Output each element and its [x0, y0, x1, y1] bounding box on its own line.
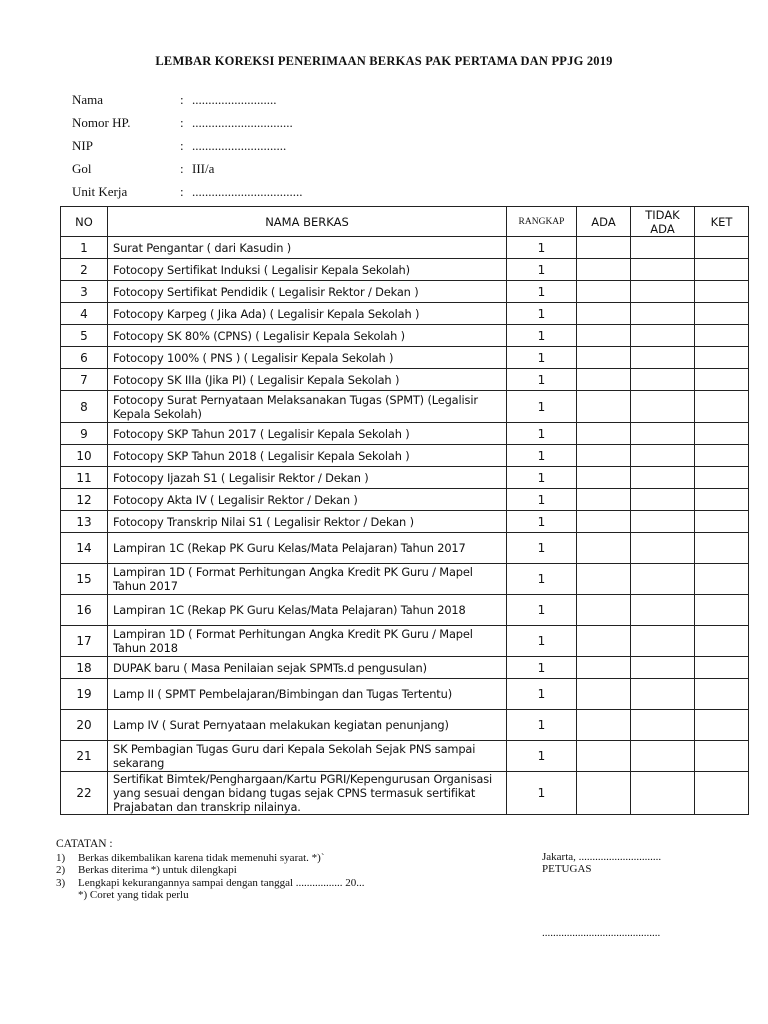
row-ada-cell[interactable]: [577, 595, 631, 626]
row-number: 17: [61, 626, 108, 657]
row-ket-cell[interactable]: [695, 710, 749, 741]
row-tidak-ada-cell[interactable]: [631, 259, 695, 281]
row-tidak-ada-cell[interactable]: [631, 347, 695, 369]
row-tidak-ada-cell[interactable]: [631, 657, 695, 679]
row-ada-cell[interactable]: [577, 533, 631, 564]
row-ket-cell[interactable]: [695, 391, 749, 423]
row-document-name: Fotocopy Transkrip Nilai S1 ( Legalisir Rektor / Dekan ): [108, 511, 507, 533]
row-ket-cell[interactable]: [695, 679, 749, 710]
row-ket-cell[interactable]: [695, 423, 749, 445]
table-row: [61, 281, 749, 303]
table-row: [61, 710, 749, 741]
row-rangkap: 1: [507, 259, 577, 281]
row-ada-cell[interactable]: [577, 741, 631, 772]
row-tidak-ada-cell[interactable]: [631, 303, 695, 325]
row-tidak-ada-cell[interactable]: [631, 741, 695, 772]
row-number: 16: [61, 595, 108, 626]
row-number: 5: [61, 325, 108, 347]
row-number: 22: [61, 772, 108, 815]
row-document-name: DUPAK baru ( Masa Penilaian sejak SPMTs.d pengusulan): [108, 657, 507, 679]
row-document-name: Fotocopy 100% ( PNS ) ( Legalisir Kepala Sekolah ): [108, 347, 507, 369]
row-document-name: Fotocopy SK 80% (CPNS) ( Legalisir Kepala Sekolah ): [108, 325, 507, 347]
row-document-name: Lampiran 1D ( Format Perhitungan Angka Kredit PK Guru / Mapel Tahun 2017: [108, 564, 507, 595]
note-item: [56, 864, 237, 876]
row-number: 2: [61, 259, 108, 281]
table-row: [61, 303, 749, 325]
row-ket-cell[interactable]: [695, 772, 749, 815]
row-tidak-ada-cell[interactable]: [631, 595, 695, 626]
signature-line: ...........................................: [542, 927, 661, 939]
row-document-name: Lamp II ( SPMT Pembelajaran/Bimbingan dan Tugas Tertentu): [108, 679, 507, 710]
table-row: [61, 467, 749, 489]
row-rangkap: 1: [507, 772, 577, 815]
row-document-name: SK Pembagian Tugas Guru dari Kepala Sekolah Sejak PNS sampai sekarang: [108, 741, 507, 772]
footnote: *) Coret yang tidak perlu: [78, 889, 189, 901]
table-row: [61, 369, 749, 391]
row-number: 8: [61, 391, 108, 423]
row-ket-cell[interactable]: [695, 741, 749, 772]
row-tidak-ada-cell[interactable]: [631, 325, 695, 347]
row-number: 9: [61, 423, 108, 445]
row-rangkap: 1: [507, 423, 577, 445]
row-rangkap: 1: [507, 325, 577, 347]
row-tidak-ada-cell[interactable]: [631, 772, 695, 815]
row-ket-cell[interactable]: [695, 237, 749, 259]
row-tidak-ada-cell[interactable]: [631, 626, 695, 657]
note-number: 2): [56, 864, 66, 876]
table-row: [61, 533, 749, 564]
row-ket-cell[interactable]: [695, 303, 749, 325]
row-number: 19: [61, 679, 108, 710]
row-ada-cell[interactable]: [577, 281, 631, 303]
row-ket-cell[interactable]: [695, 626, 749, 657]
notes-heading: CATATAN :: [56, 838, 113, 850]
row-ada-cell[interactable]: [577, 511, 631, 533]
note-text: Berkas dikembalikan karena tidak memenuhi syarat. *)`: [78, 852, 325, 864]
field-colon: :: [180, 184, 184, 199]
table-row: [61, 595, 749, 626]
row-rangkap: 1: [507, 626, 577, 657]
table-row: [61, 772, 749, 815]
row-document-name: Lampiran 1D ( Format Perhitungan Angka Kredit PK Guru / Mapel Tahun 2018: [108, 626, 507, 657]
row-number: 15: [61, 564, 108, 595]
row-number: 14: [61, 533, 108, 564]
table-row: [61, 564, 749, 595]
row-tidak-ada-cell[interactable]: [631, 710, 695, 741]
row-rangkap: 1: [507, 391, 577, 423]
row-number: 10: [61, 445, 108, 467]
row-ket-cell[interactable]: [695, 369, 749, 391]
field-value: ..................................: [192, 184, 303, 199]
row-ada-cell[interactable]: [577, 657, 631, 679]
row-ket-cell[interactable]: [695, 281, 749, 303]
table-body: [61, 237, 749, 815]
row-document-name: Lampiran 1C (Rekap PK Guru Kelas/Mata Pelajaran) Tahun 2017: [108, 533, 507, 564]
row-ket-cell[interactable]: [695, 595, 749, 626]
row-document-name: Lamp IV ( Surat Pernyataan melakukan kegiatan penunjang): [108, 710, 507, 741]
row-document-name: Surat Pengantar ( dari Kasudin ): [108, 237, 507, 259]
row-rangkap: 1: [507, 369, 577, 391]
row-document-name: Fotocopy Sertifikat Pendidik ( Legalisir Rektor / Dekan ): [108, 281, 507, 303]
row-number: 3: [61, 281, 108, 303]
row-rangkap: 1: [507, 533, 577, 564]
row-ket-cell[interactable]: [695, 657, 749, 679]
note-item: [56, 877, 365, 889]
row-rangkap: 1: [507, 467, 577, 489]
table-row: [61, 741, 749, 772]
header-no: NO: [61, 207, 108, 237]
header-tidak-ada: TIDAK ADA: [631, 207, 695, 237]
table-row: [61, 391, 749, 423]
row-ada-cell[interactable]: [577, 391, 631, 423]
row-ket-cell[interactable]: [695, 489, 749, 511]
row-document-name: Fotocopy SKP Tahun 2017 ( Legalisir Kepala Sekolah ): [108, 423, 507, 445]
row-ada-cell[interactable]: [577, 259, 631, 281]
row-ada-cell[interactable]: [577, 237, 631, 259]
field-colon: :: [180, 115, 184, 130]
row-document-name: Fotocopy Ijazah S1 ( Legalisir Rektor / Dekan ): [108, 467, 507, 489]
row-rangkap: 1: [507, 595, 577, 626]
row-document-name: Fotocopy Surat Pernyataan Melaksanakan Tugas (SPMT) (Legalisir Kepala Sekolah): [108, 391, 507, 423]
row-number: 20: [61, 710, 108, 741]
row-tidak-ada-cell[interactable]: [631, 533, 695, 564]
field-value: III/a: [192, 161, 215, 176]
row-document-name: Sertifikat Bimtek/Penghargaan/Kartu PGRI/Kepengurusan Organisasi yang sesuai dengan bidang tugas sejak CPNS termasuk sertifikat Prajabatan dan transkrip nilainya.: [108, 772, 507, 815]
note-text: Lengkapi kekurangannya sampai dengan tanggal ................. 20...: [78, 877, 365, 889]
row-rangkap: 1: [507, 347, 577, 369]
field-colon: :: [180, 92, 184, 107]
table-row: [61, 445, 749, 467]
row-number: 13: [61, 511, 108, 533]
row-rangkap: 1: [507, 281, 577, 303]
row-rangkap: 1: [507, 710, 577, 741]
row-tidak-ada-cell[interactable]: [631, 511, 695, 533]
field-label: Gol: [72, 161, 92, 176]
row-ada-cell[interactable]: [577, 467, 631, 489]
note-number: 3): [56, 877, 66, 889]
table-header-row: [61, 207, 749, 237]
field-label: Unit Kerja: [72, 184, 128, 199]
row-rangkap: 1: [507, 741, 577, 772]
row-number: 12: [61, 489, 108, 511]
note-number: 1): [56, 852, 66, 864]
field-colon: :: [180, 161, 184, 176]
header-ket: KET: [695, 207, 749, 237]
field-value: ...............................: [192, 115, 293, 130]
row-number: 7: [61, 369, 108, 391]
row-rangkap: 1: [507, 679, 577, 710]
row-tidak-ada-cell[interactable]: [631, 391, 695, 423]
row-tidak-ada-cell[interactable]: [631, 237, 695, 259]
row-document-name: Fotocopy Sertifikat Induksi ( Legalisir Kepala Sekolah): [108, 259, 507, 281]
row-rangkap: 1: [507, 445, 577, 467]
row-document-name: Lampiran 1C (Rekap PK Guru Kelas/Mata Pelajaran) Tahun 2018: [108, 595, 507, 626]
row-ada-cell[interactable]: [577, 303, 631, 325]
table-row: [61, 325, 749, 347]
row-ada-cell[interactable]: [577, 423, 631, 445]
row-tidak-ada-cell[interactable]: [631, 489, 695, 511]
row-number: 11: [61, 467, 108, 489]
row-ket-cell[interactable]: [695, 325, 749, 347]
row-document-name: Fotocopy Karpeg ( Jika Ada) ( Legalisir Kepala Sekolah ): [108, 303, 507, 325]
row-ada-cell[interactable]: [577, 489, 631, 511]
table-row: [61, 626, 749, 657]
row-ada-cell[interactable]: [577, 325, 631, 347]
row-rangkap: 1: [507, 511, 577, 533]
row-number: 4: [61, 303, 108, 325]
note-text: Berkas diterima *) untuk dilengkapi: [78, 864, 237, 876]
note-item: [56, 852, 325, 864]
row-document-name: Fotocopy SK IIIa (Jika PI) ( Legalisir Kepala Sekolah ): [108, 369, 507, 391]
row-number: 6: [61, 347, 108, 369]
header-nama-berkas: NAMA BERKAS: [108, 207, 507, 237]
row-tidak-ada-cell[interactable]: [631, 369, 695, 391]
row-tidak-ada-cell[interactable]: [631, 564, 695, 595]
header-rangkap: RANGKAP: [507, 207, 577, 237]
row-tidak-ada-cell[interactable]: [631, 445, 695, 467]
header-ada: ADA: [577, 207, 631, 237]
row-ket-cell[interactable]: [695, 564, 749, 595]
table-row: [61, 679, 749, 710]
row-ket-cell[interactable]: [695, 467, 749, 489]
row-number: 1: [61, 237, 108, 259]
row-document-name: Fotocopy Akta IV ( Legalisir Rektor / Dekan ): [108, 489, 507, 511]
row-rangkap: 1: [507, 237, 577, 259]
row-ada-cell[interactable]: [577, 369, 631, 391]
field-value: .............................: [192, 138, 287, 153]
document-checklist-table: [60, 206, 749, 815]
row-ket-cell[interactable]: [695, 445, 749, 467]
table-row: [61, 259, 749, 281]
row-tidak-ada-cell[interactable]: [631, 467, 695, 489]
field-label: Nama: [72, 92, 104, 107]
table-row: [61, 657, 749, 679]
field-value: ..........................: [192, 92, 277, 107]
row-ada-cell[interactable]: [577, 679, 631, 710]
table-row: [61, 511, 749, 533]
row-ada-cell[interactable]: [577, 626, 631, 657]
row-document-name: Fotocopy SKP Tahun 2018 ( Legalisir Kepala Sekolah ): [108, 445, 507, 467]
table-row: [61, 237, 749, 259]
row-ket-cell[interactable]: [695, 511, 749, 533]
row-ada-cell[interactable]: [577, 347, 631, 369]
document-title: LEMBAR KOREKSI PENERIMAAN BERKAS PAK PERTAMA DAN PPJG 2019: [155, 54, 613, 68]
row-ket-cell[interactable]: [695, 347, 749, 369]
row-rangkap: 1: [507, 657, 577, 679]
row-number: 21: [61, 741, 108, 772]
table-row: [61, 489, 749, 511]
table-row: [61, 347, 749, 369]
field-colon: :: [180, 138, 184, 153]
row-ada-cell[interactable]: [577, 445, 631, 467]
row-ada-cell[interactable]: [577, 564, 631, 595]
row-rangkap: 1: [507, 489, 577, 511]
row-ket-cell[interactable]: [695, 533, 749, 564]
row-tidak-ada-cell[interactable]: [631, 281, 695, 303]
row-number: 18: [61, 657, 108, 679]
row-rangkap: 1: [507, 564, 577, 595]
row-ada-cell[interactable]: [577, 772, 631, 815]
table-row: [61, 423, 749, 445]
row-ket-cell[interactable]: [695, 259, 749, 281]
row-rangkap: 1: [507, 303, 577, 325]
field-label: NIP: [72, 138, 93, 153]
signature-officer-title: PETUGAS: [542, 863, 592, 875]
field-label: Nomor HP.: [72, 115, 131, 130]
row-tidak-ada-cell[interactable]: [631, 679, 695, 710]
row-tidak-ada-cell[interactable]: [631, 423, 695, 445]
signature-place-date: Jakarta, ..............................: [542, 851, 662, 863]
row-ada-cell[interactable]: [577, 710, 631, 741]
